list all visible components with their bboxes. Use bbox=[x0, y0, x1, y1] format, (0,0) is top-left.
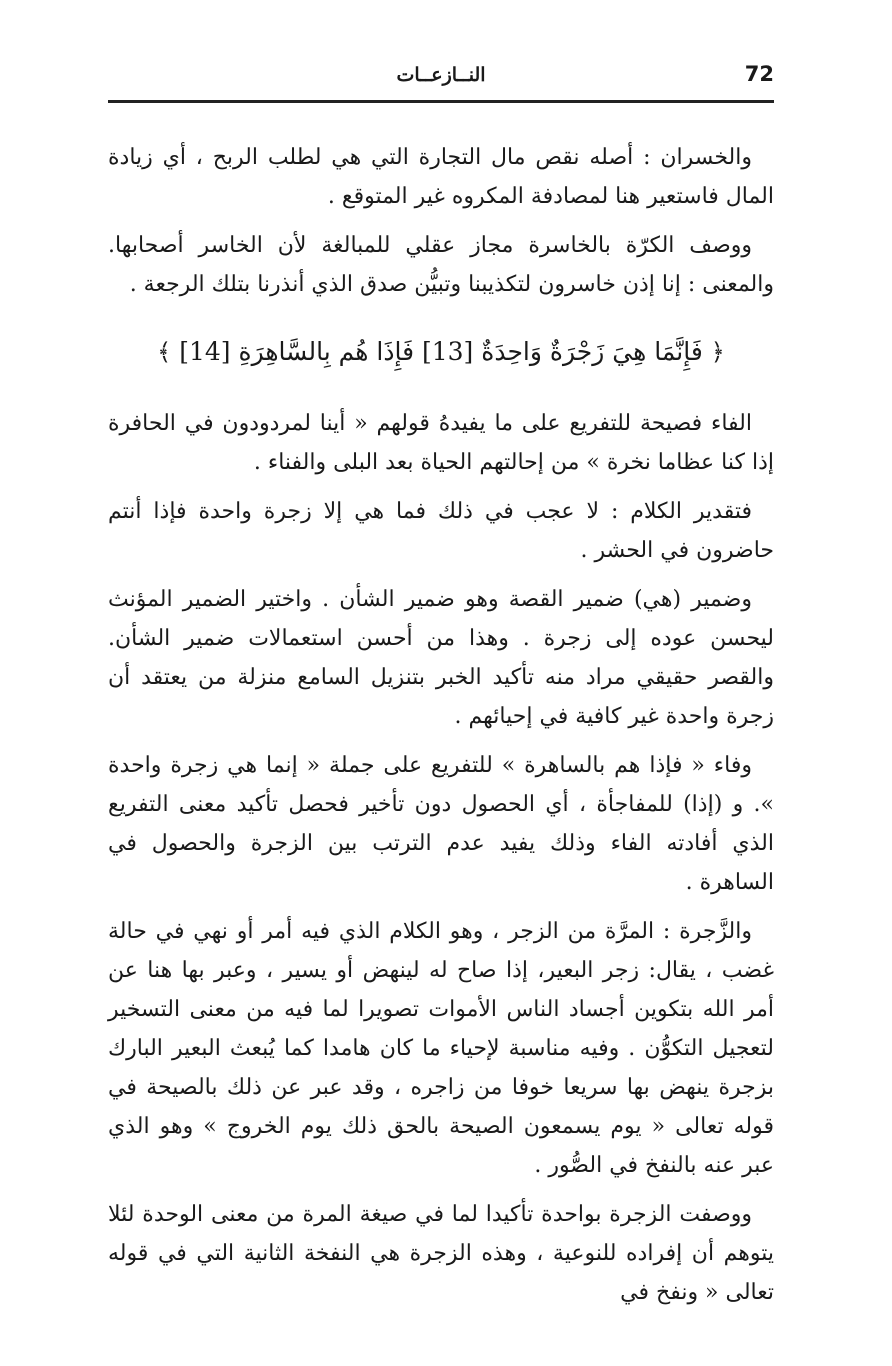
page-number: 72 bbox=[744, 62, 774, 86]
paragraph: وضمير (هي) ضمير القصة وهو ضمير الشأن . واختير الضمير المؤنث ليحسن عوده إلى زجرة . وهذا من أحسن استعمالات ضمير الشأن. والقصر حقيقي مراد منه تأكيد الخبر بتنزيل السامع منزلة من يعتقد أن زجرة واحدة غير كافية في إحيائهم . bbox=[108, 587, 774, 729]
paragraph: ووصفت الزجرة بواحدة تأكيدا لما في صيغة المرة من معنى الوحدة لئلا يتوهم أن إفراده للنوعية ، وهذه الزجرة هي النفخة الثانية التي في قوله تعالى « ونفخ في bbox=[108, 1202, 774, 1305]
page-header bbox=[108, 58, 774, 98]
header-divider bbox=[108, 100, 774, 103]
paragraph: والزَّجرة : المرَّة من الزجر ، وهو الكلام الذي فيه أمر أو نهي في حالة غضب ، يقال: زجر البعير، إذا صاح له لينهض أو يسير ، وعبر بها هنا عن أمر الله بتكوين أجساد الناس الأموات تصويرا لما فيه من معنى التسخير لتعجيل التكوُّن . وفيه مناسبة لإحياء ما كان هامدا كما يُبعث البعير البارك بزجرة ينهض بها سريعا خوفا من زاجره ، وقد عبر عن ذلك بالصيحة في قوله تعالى « يوم يسمعون الصيحة بالحق ذلك يوم الخروج » وهو الذي عبر عنه بالنفخ في الصُّور . bbox=[108, 919, 774, 1178]
page-body bbox=[108, 138, 774, 1322]
verse-text: فَإِنَّمَا هِيَ زَجْرَةٌ وَاحِدَةٌ [13] فَإِذَا هُم بِالسَّاهِرَةِ [14] bbox=[179, 337, 703, 366]
paragraph: فتقدير الكلام : لا عجب في ذلك فما هي إلا زجرة واحدة فإذا أنتم حاضرون في الحشر . bbox=[108, 499, 774, 563]
verse-open-bracket: ﴿ bbox=[710, 338, 725, 366]
paragraph: وفاء « فإذا هم بالساهرة » للتفريع على جملة « إنما هي زجرة واحدة ». و (إذا) للمفاجأة ، أي الحصول دون تأخير فحصل تأكيد معنى التفريع الذي أفادته الفاء وذلك يفيد عدم الترتب بين الزجرة والحصول في الساهرة . bbox=[108, 753, 774, 895]
verse-close-bracket: ﴾ bbox=[157, 338, 172, 366]
paragraph: ووصف الكرّة بالخاسرة مجاز عقلي للمبالغة لأن الخاسر أصحابها. والمعنى : إنا إذن خاسرون لتكذيبنا وتبيُّن صدق الذي أنذرنا بتلك الرجعة . bbox=[108, 233, 774, 297]
running-title: النــازعــات bbox=[396, 64, 486, 86]
quran-verse bbox=[108, 330, 774, 374]
paragraph: الفاء فصيحة للتفريع على ما يفيدهُ قولهم « أينا لمردودون في الحافرة إذا كنا عظاما نخرة » من إحالتهم الحياة بعد البلى والفناء . bbox=[108, 411, 774, 475]
paragraph: والخسران : أصله نقص مال التجارة التي هي لطلب الربح ، أي زيادة المال فاستعير هنا لمصادفة المكروه غير المتوقع . bbox=[108, 145, 774, 209]
